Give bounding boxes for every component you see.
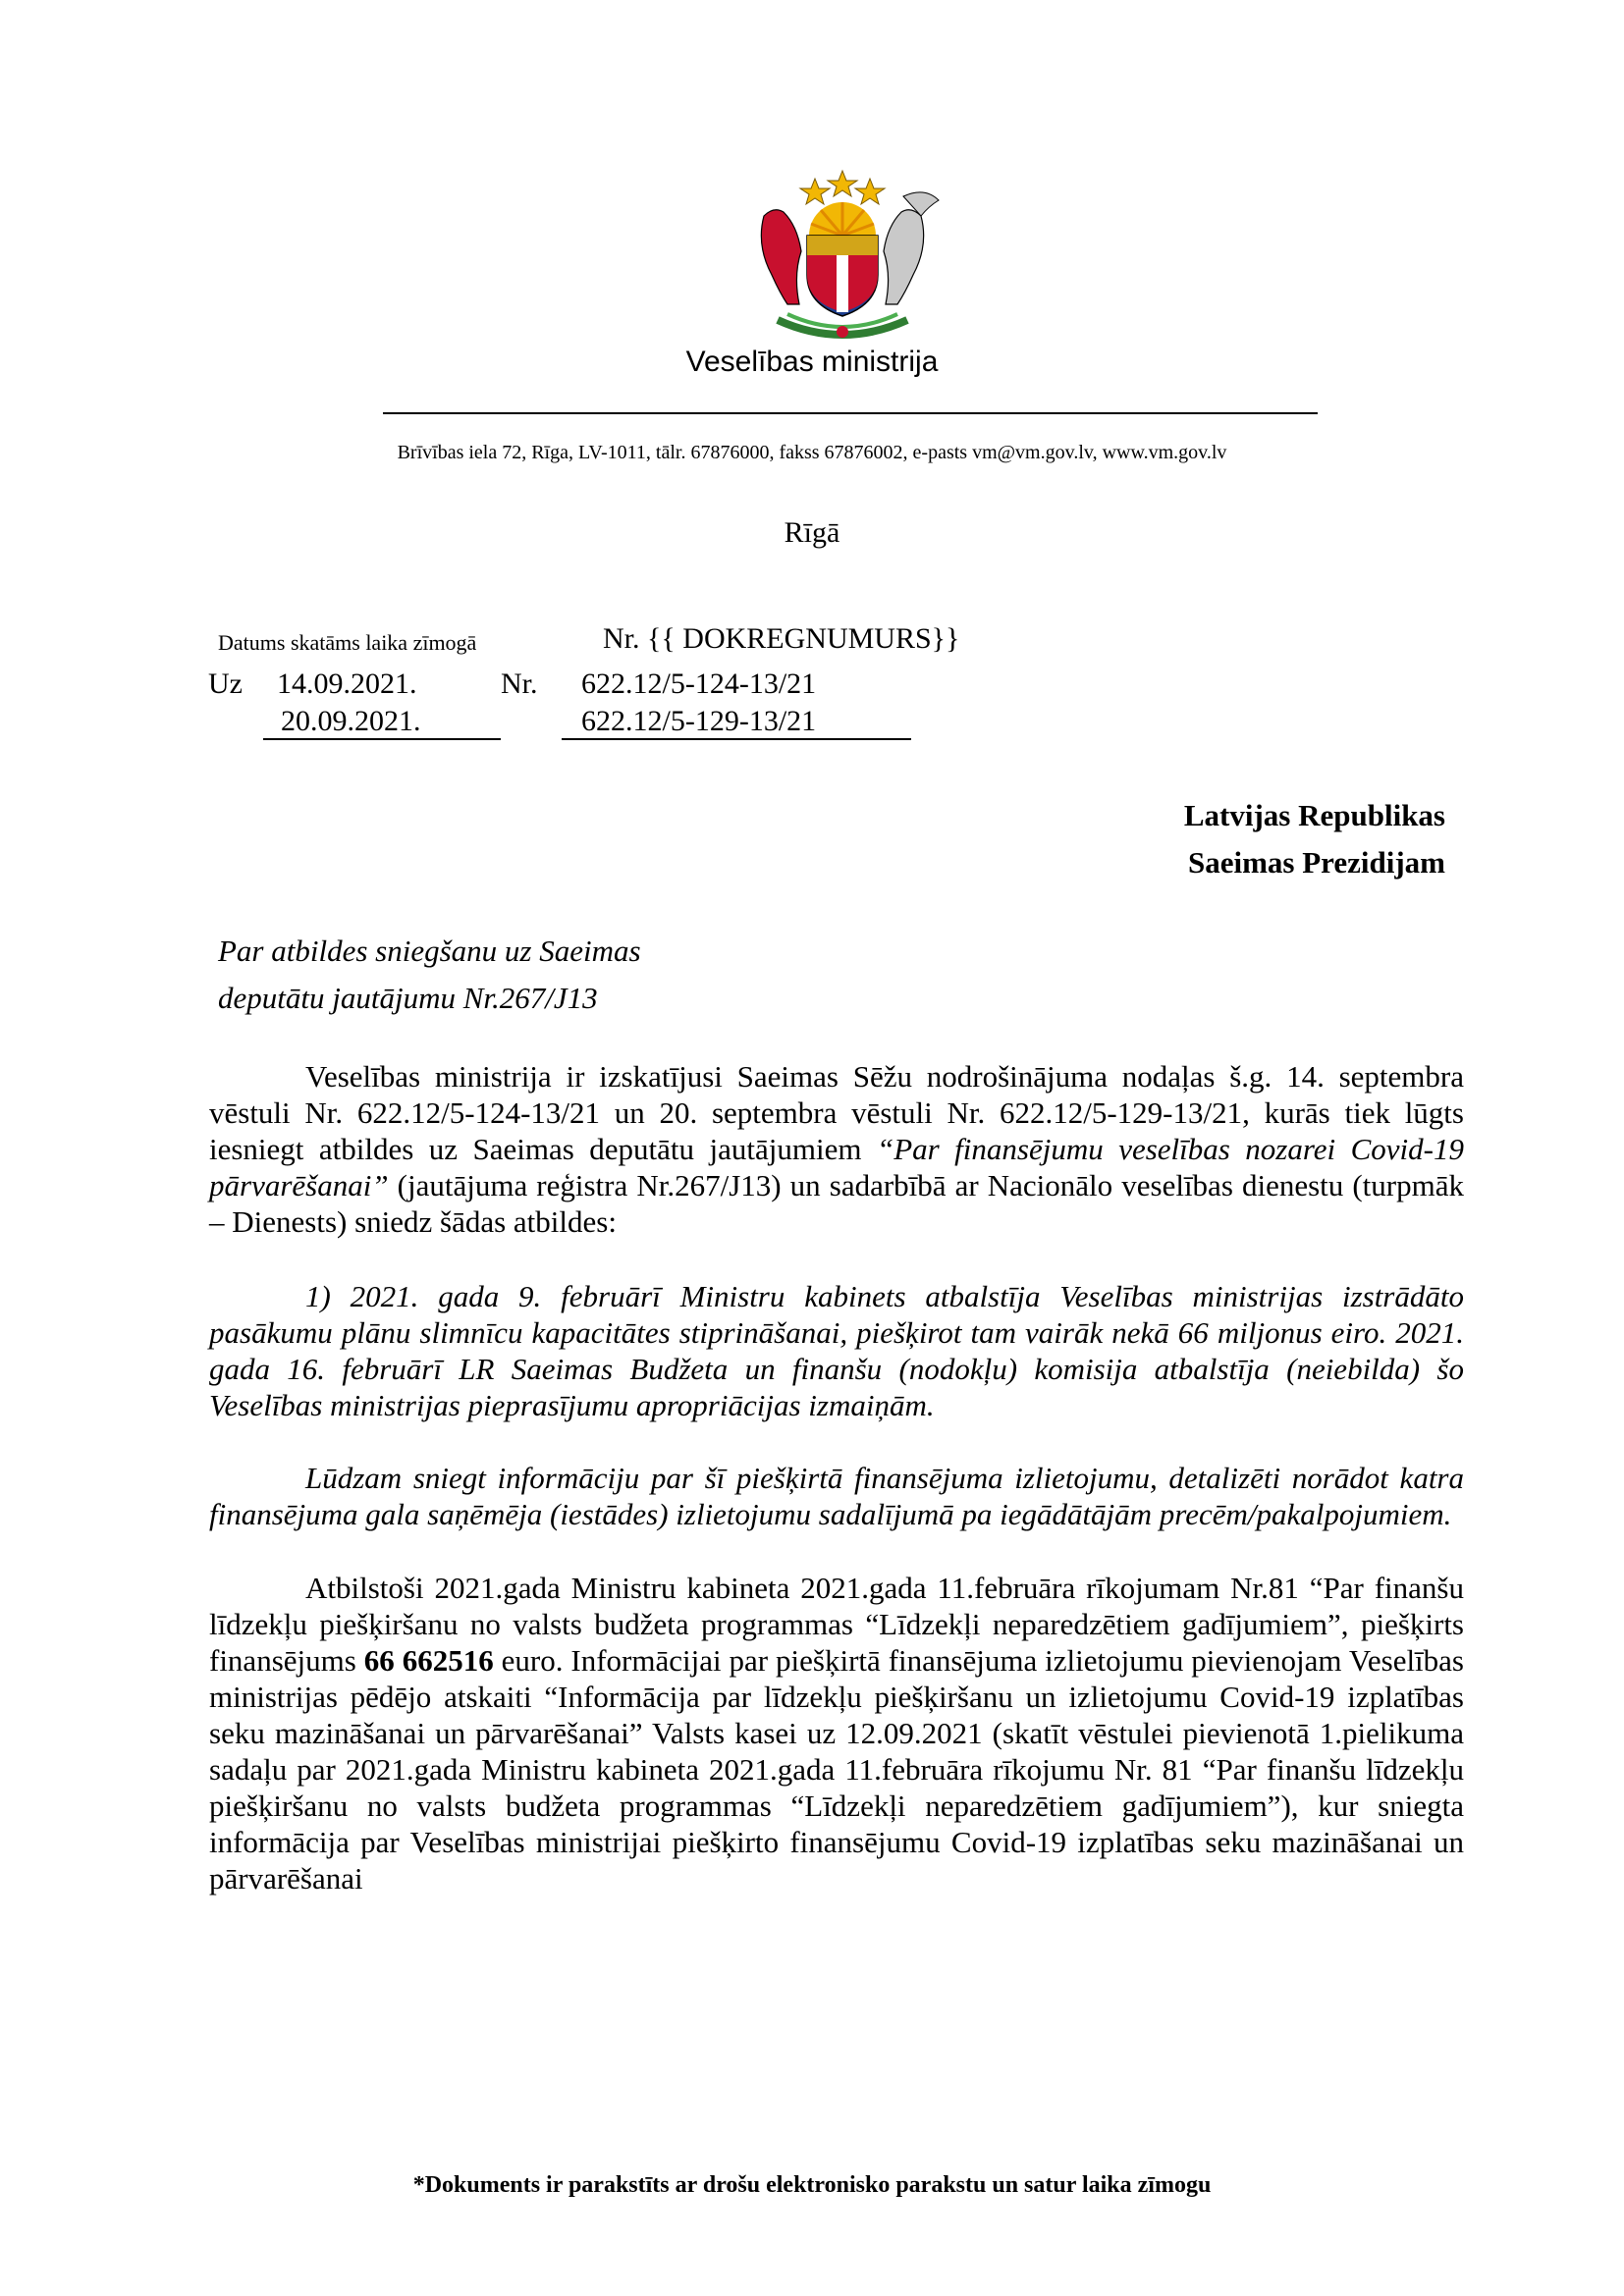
header-divider	[383, 412, 1318, 414]
signature-footer-note: *Dokuments ir parakstīts ar drošu elektronisko parakstu un satur laika zīmogu	[412, 2172, 1212, 2198]
recipient-line-2: Saeimas Prezidijam	[1187, 845, 1445, 880]
document-number: Nr. {{ DOKREGNUMURS}}	[603, 622, 960, 655]
ministry-name: Veselības ministrija	[685, 346, 939, 378]
body-paragraph-4	[209, 1570, 1464, 1896]
reference-number-2: 622.12/5-129-13/21	[562, 705, 911, 740]
recipient-block	[1021, 792, 1445, 886]
p4-text-a: Atbilstoši 2021.gada Ministru kabineta 2021.gada 11.februāra rīkojumam Nr.81 “Par finanšu līdzekļu piešķiršanu no valsts budžeta programmas “Līdzekļi neparedzētiem gadījumiem”, piešķirts finansējums	[209, 1571, 1464, 1678]
reference-date-1: 14.09.2021.	[277, 667, 417, 700]
body-paragraph-1	[209, 1058, 1464, 1240]
place-of-issue: Rīgā	[784, 516, 840, 549]
p1-text-b: (jautājuma reģistra Nr.267/J13) un sadarbībā ar Nacionālo veselības dienestu (turpmāk – Dienests) sniedz šādas atbildes:	[209, 1168, 1464, 1239]
p4-text-b: euro. Informācijai par piešķirtā finansējuma izlietojumu pievienojam Veselības ministrijas pēdējo atskaiti “Informācija par līdzekļu piešķiršanu un izlietojumu Covid-19 izplatības seku mazināšanai un pārvarēšanai” Valsts kasei uz 12.09.2021 (skatīt vēstulei pievienotā 1.pielikuma sadaļu par 2021.gada Ministru kabineta 2021.gada 11.februāra rīkojumu Nr. 81 “Par finanšu līdzekļu piešķiršanu no valsts budžeta programmas “Līdzekļi neparedzētiem gadījumiem”), kur sniegta informācija par Veselības ministrijai piešķirto finansējumu Covid-19 izplatības seku mazināšanai un pārvarēšanai	[209, 1643, 1464, 1896]
p1-text-a: Veselības ministrija ir izskatījusi Saeimas Sēžu nodrošinājuma nodaļas š.g. 14. septembra vēstuli Nr. 622.12/5-124-13/21 un 20. septembra vēstuli Nr. 622.12/5-129-13/21, kurās tiek lūgts iesniegt atbildes uz Saeimas deputātu jautājumiem	[209, 1059, 1464, 1166]
reference-number-1: 622.12/5-124-13/21	[581, 667, 817, 700]
coat-of-arms-emblem	[729, 157, 956, 344]
request-text: Lūdzam sniegt informāciju par šī piešķirtā finansējuma izlietojumu, detalizēti norādot katra finansējuma gala saņēmēja (iestādes) izlietojumu sadalījumā pa iegādātājām precēm/pakalpojumiem.	[209, 1461, 1464, 1531]
letter-subject	[218, 928, 905, 1022]
funding-amount: 66 662516	[363, 1643, 494, 1678]
subject-line-2: deputātu jautājumu Nr.267/J13	[218, 981, 598, 1015]
question-text: 1) 2021. gada 9. februārī Ministru kabinets atbalstīja Veselības ministrijas izstrādāto pasākumu plānu slimnīcu kapacitātes stiprināšanai, piešķirot tam vairāk nekā 66 miljonus eiro. 2021. gada 16. februārī LR Saeimas Budžeta un finanšu (nodokļu) komisija atbalstīja (neiebilda) šo Veselības ministrijas pieprasījumu apropriācijas izmaiņām.	[209, 1279, 1464, 1422]
reference-prefix: Uz	[208, 667, 243, 700]
p1-quote: “Par finansējumu veselības nozarei Covid-19 pārvarēšanai”	[209, 1132, 1464, 1202]
reference-nr-label: Nr.	[501, 667, 538, 700]
body-paragraph-2	[209, 1278, 1464, 1423]
ministry-address: Brīvības iela 72, Rīga, LV-1011, tālr. 67876000, fakss 67876002, e-pasts vm@vm.gov.lv, www.vm.gov.lv	[397, 442, 1227, 463]
date-note: Datums skatāms laika zīmogā	[218, 630, 477, 655]
recipient-line-1: Latvijas Republikas	[1183, 798, 1445, 832]
body-paragraph-3	[209, 1460, 1464, 1532]
reference-date-2: 20.09.2021.	[263, 705, 501, 740]
subject-line-1: Par atbildes sniegšanu uz Saeimas	[218, 934, 641, 968]
